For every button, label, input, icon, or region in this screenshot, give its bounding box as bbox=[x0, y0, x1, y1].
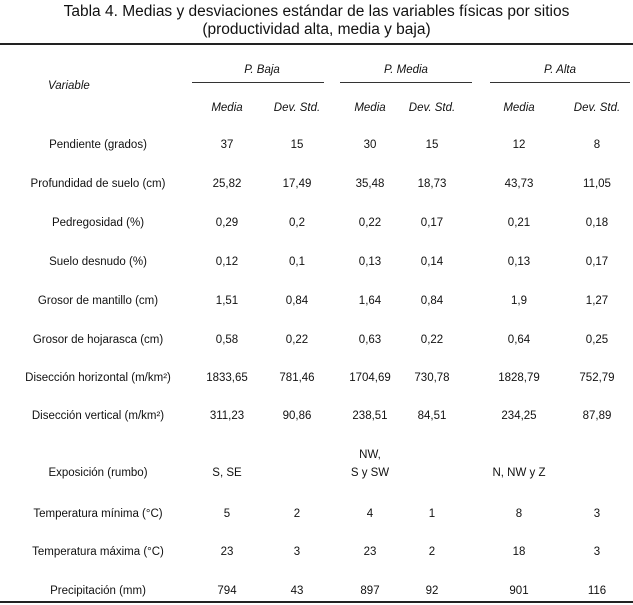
table-cell: 781,46 bbox=[279, 372, 315, 384]
row-label: Suelo desnudo (%) bbox=[49, 256, 147, 268]
table-cell: 0,22 bbox=[358, 217, 382, 229]
table-cell: 0,2 bbox=[289, 217, 305, 229]
title-line-2: (productividad alta, media y baja) bbox=[202, 21, 431, 38]
table-cell: 752,79 bbox=[579, 372, 615, 384]
table-title bbox=[0, 3, 633, 39]
table-cell: 15 bbox=[425, 139, 439, 151]
row-label: Temperatura máxima (°C) bbox=[32, 546, 164, 558]
table-cell: 1,9 bbox=[511, 295, 527, 307]
top-rule bbox=[0, 43, 633, 45]
table-cell: 0,12 bbox=[215, 256, 239, 268]
row-label: Grosor de mantillo (cm) bbox=[37, 295, 159, 307]
table-cell: 897 bbox=[360, 585, 380, 597]
table-cell: 3 bbox=[293, 546, 301, 558]
subheader-dev-std: Dev. Std. bbox=[273, 102, 321, 114]
table-cell: 25,82 bbox=[212, 178, 242, 190]
table-cell: 90,86 bbox=[282, 410, 312, 422]
table-cell: 116 bbox=[587, 585, 607, 597]
table-cell: 43 bbox=[290, 585, 304, 597]
table-cell: 311,23 bbox=[209, 410, 245, 422]
group-rule-baja bbox=[192, 82, 324, 83]
group-header-baja: P. Baja bbox=[244, 64, 280, 76]
table-cell: 0,17 bbox=[420, 217, 444, 229]
table-cell: 0,21 bbox=[507, 217, 531, 229]
row-label: Disección vertical (m/km²) bbox=[31, 410, 165, 422]
row-label: Precipitación (mm) bbox=[50, 585, 146, 597]
table-cell: N, NW y Z bbox=[492, 467, 546, 479]
variable-header: Variable bbox=[48, 80, 90, 92]
table-cell: 18 bbox=[512, 546, 526, 558]
table-cell: 1833,65 bbox=[206, 372, 248, 384]
table-cell: 794 bbox=[217, 585, 237, 597]
table-cell: 23 bbox=[220, 546, 234, 558]
bottom-rule bbox=[0, 601, 633, 603]
table-cell: 0,63 bbox=[358, 334, 382, 346]
table-cell: 4 bbox=[366, 508, 374, 520]
table-cell: 92 bbox=[425, 585, 439, 597]
table-cell: 0,1 bbox=[289, 256, 305, 268]
table-cell: 901 bbox=[509, 585, 529, 597]
table-cell: 12 bbox=[512, 139, 526, 151]
row-label: Pedregosidad (%) bbox=[51, 217, 145, 229]
table-cell: 1828,79 bbox=[498, 372, 540, 384]
table-cell: NW, bbox=[359, 449, 381, 461]
table-cell: 0,22 bbox=[285, 334, 309, 346]
table-cell: 87,89 bbox=[582, 410, 612, 422]
table-cell: 84,51 bbox=[417, 410, 447, 422]
table-cell: 5 bbox=[223, 508, 231, 520]
group-rule-media bbox=[340, 82, 472, 83]
table-cell: 3 bbox=[593, 546, 601, 558]
table-cell: 15 bbox=[290, 139, 304, 151]
table-cell: 8 bbox=[515, 508, 523, 520]
table-cell: 0,22 bbox=[420, 334, 444, 346]
table-cell: S y SW bbox=[350, 467, 390, 479]
table-cell: 0,13 bbox=[507, 256, 531, 268]
title-line-1: Tabla 4. Medias y desviaciones estándar de las variables físicas por sitios bbox=[63, 3, 570, 20]
table-cell: 1,27 bbox=[585, 295, 609, 307]
table-cell: 1,64 bbox=[358, 295, 382, 307]
subheader-media: Media bbox=[503, 102, 535, 114]
table-cell: 234,25 bbox=[501, 410, 537, 422]
subheader-media: Media bbox=[211, 102, 243, 114]
subheader-media: Media bbox=[354, 102, 386, 114]
subheader-dev-std: Dev. Std. bbox=[573, 102, 621, 114]
table-cell: 11,05 bbox=[583, 178, 611, 190]
table-cell: 0,84 bbox=[420, 295, 444, 307]
table-cell: 37 bbox=[220, 139, 234, 151]
row-label: Pendiente (grados) bbox=[49, 139, 147, 151]
table-cell: 1704,69 bbox=[349, 372, 391, 384]
table-cell: 30 bbox=[363, 139, 377, 151]
table-cell: 0,13 bbox=[358, 256, 382, 268]
table-cell: 0,84 bbox=[285, 295, 309, 307]
row-label: Exposición (rumbo) bbox=[48, 467, 148, 479]
table-cell: 8 bbox=[593, 139, 601, 151]
table-cell: 3 bbox=[593, 508, 601, 520]
table-cell: 43,73 bbox=[504, 178, 534, 190]
row-label: Profundidad de suelo (cm) bbox=[30, 178, 166, 190]
table-cell: 17,49 bbox=[282, 178, 312, 190]
table-cell: 1 bbox=[428, 508, 436, 520]
table-cell: 2 bbox=[428, 546, 436, 558]
table-cell: 0,25 bbox=[585, 334, 609, 346]
group-rule-alta bbox=[490, 82, 630, 83]
table-cell: 238,51 bbox=[352, 410, 388, 422]
table-cell: 0,18 bbox=[585, 217, 609, 229]
table-cell: 0,14 bbox=[420, 256, 444, 268]
row-label: Temperatura mínima (°C) bbox=[33, 508, 163, 520]
table-cell: 0,17 bbox=[585, 256, 609, 268]
subheader-dev-std: Dev. Std. bbox=[408, 102, 456, 114]
table-cell: 18,73 bbox=[417, 178, 447, 190]
table-cell: 0,58 bbox=[215, 334, 239, 346]
group-header-alta: P. Alta bbox=[544, 64, 576, 76]
table-cell: S, SE bbox=[212, 467, 242, 479]
table-cell: 1,51 bbox=[215, 295, 239, 307]
table-cell: 23 bbox=[363, 546, 377, 558]
table-cell: 730,78 bbox=[414, 372, 450, 384]
row-label: Disección horizontal (m/km²) bbox=[25, 372, 171, 384]
row-label: Grosor de hojarasca (cm) bbox=[32, 334, 164, 346]
table-cell: 35,48 bbox=[355, 178, 385, 190]
table-cell: 0,64 bbox=[507, 334, 531, 346]
table-cell: 0,29 bbox=[215, 217, 239, 229]
group-header-media: P. Media bbox=[384, 64, 428, 76]
table-cell: 2 bbox=[293, 508, 301, 520]
